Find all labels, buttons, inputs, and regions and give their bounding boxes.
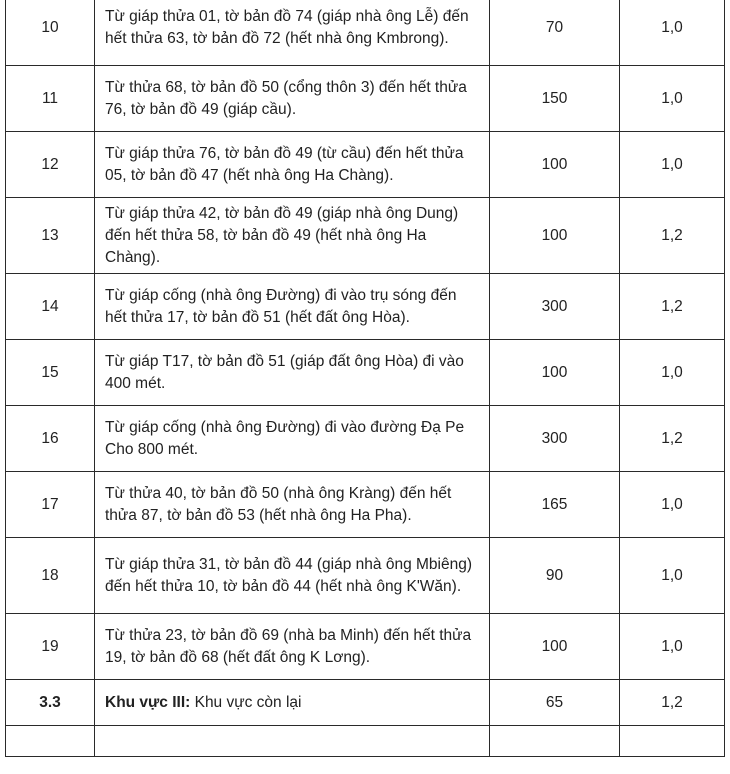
row-length: 300 — [490, 406, 620, 472]
table-row — [6, 66, 725, 132]
row-length: 100 — [490, 132, 620, 198]
row-description: Từ giáp thửa 42, tờ bản đồ 49 (giáp nhà ông Dung) đến hết thửa 58, tờ bản đồ 49 (hết nhà ông Ha Chàng). — [95, 198, 490, 274]
row-coefficient: 1,0 — [620, 340, 725, 406]
section-length: 65 — [490, 680, 620, 726]
row-description: Từ giáp cống (nhà ông Đường) đi vào trụ sóng đến hết thửa 17, tờ bản đồ 51 (hết đất ông Hòa). — [95, 274, 490, 340]
row-description: Từ giáp thửa 01, tờ bản đồ 74 (giáp nhà ông Lễ) đến hết thửa 63, tờ bản đồ 72 (hết nhà ông Kmbrong). — [95, 0, 490, 66]
table-row — [6, 614, 725, 680]
row-coefficient: 1,0 — [620, 66, 725, 132]
table-row — [6, 132, 725, 198]
row-number: 19 — [6, 614, 95, 680]
row-description: Từ giáp T17, tờ bản đồ 51 (giáp đất ông Hòa) đi vào 400 mét. — [95, 340, 490, 406]
row-length: 100 — [490, 198, 620, 274]
row-length: 90 — [490, 538, 620, 614]
row-number: 17 — [6, 472, 95, 538]
section-text: Khu vực còn lại — [190, 693, 302, 711]
empty-cell — [95, 726, 490, 757]
row-description: Từ thửa 23, tờ bản đồ 69 (nhà ba Minh) đến hết thửa 19, tờ bản đồ 68 (hết đất ông K Lơng). — [95, 614, 490, 680]
table-row — [6, 472, 725, 538]
row-coefficient: 1,0 — [620, 0, 725, 66]
row-number: 12 — [6, 132, 95, 198]
row-number: 16 — [6, 406, 95, 472]
section-description — [95, 680, 490, 726]
row-description: Từ giáp thửa 76, tờ bản đồ 49 (từ cầu) đến hết thửa 05, tờ bản đồ 47 (hết nhà ông Ha Chàng). — [95, 132, 490, 198]
row-coefficient: 1,0 — [620, 538, 725, 614]
table-row — [6, 0, 725, 66]
row-number: 13 — [6, 198, 95, 274]
row-description: Từ thửa 40, tờ bản đồ 50 (nhà ông Kràng) đến hết thửa 87, tờ bản đồ 53 (hết nhà ông Ha Pha). — [95, 472, 490, 538]
row-length: 70 — [490, 0, 620, 66]
row-length: 300 — [490, 274, 620, 340]
table-row — [6, 274, 725, 340]
row-length: 150 — [490, 66, 620, 132]
section-label: Khu vực III: — [105, 693, 191, 711]
row-number: 14 — [6, 274, 95, 340]
row-number: 15 — [6, 340, 95, 406]
row-coefficient: 1,0 — [620, 132, 725, 198]
row-description: Từ giáp cống (nhà ông Đường) đi vào đường Đạ Pe Cho 800 mét. — [95, 406, 490, 472]
empty-cell — [6, 726, 95, 757]
row-coefficient: 1,2 — [620, 274, 725, 340]
row-length: 165 — [490, 472, 620, 538]
row-description: Từ giáp thửa 31, tờ bản đồ 44 (giáp nhà ông Mbiêng) đến hết thửa 10, tờ bản đồ 44 (hết nhà ông K'Wăn). — [95, 538, 490, 614]
table-row — [6, 538, 725, 614]
row-length: 100 — [490, 340, 620, 406]
row-coefficient: 1,0 — [620, 472, 725, 538]
row-length: 100 — [490, 614, 620, 680]
section-coefficient: 1,2 — [620, 680, 725, 726]
row-number: 18 — [6, 538, 95, 614]
row-number: 11 — [6, 66, 95, 132]
row-number: 10 — [6, 0, 95, 66]
table-row — [6, 406, 725, 472]
section-number: 3.3 — [6, 680, 95, 726]
row-coefficient: 1,0 — [620, 614, 725, 680]
empty-cell — [620, 726, 725, 757]
table-row-partial — [6, 726, 725, 757]
land-price-table — [5, 0, 725, 757]
empty-cell — [490, 726, 620, 757]
row-coefficient: 1,2 — [620, 198, 725, 274]
row-coefficient: 1,2 — [620, 406, 725, 472]
row-description: Từ thửa 68, tờ bản đồ 50 (cổng thôn 3) đến hết thửa 76, tờ bản đồ 49 (giáp cầu). — [95, 66, 490, 132]
table-row — [6, 340, 725, 406]
section-row — [6, 680, 725, 726]
table-row — [6, 198, 725, 274]
